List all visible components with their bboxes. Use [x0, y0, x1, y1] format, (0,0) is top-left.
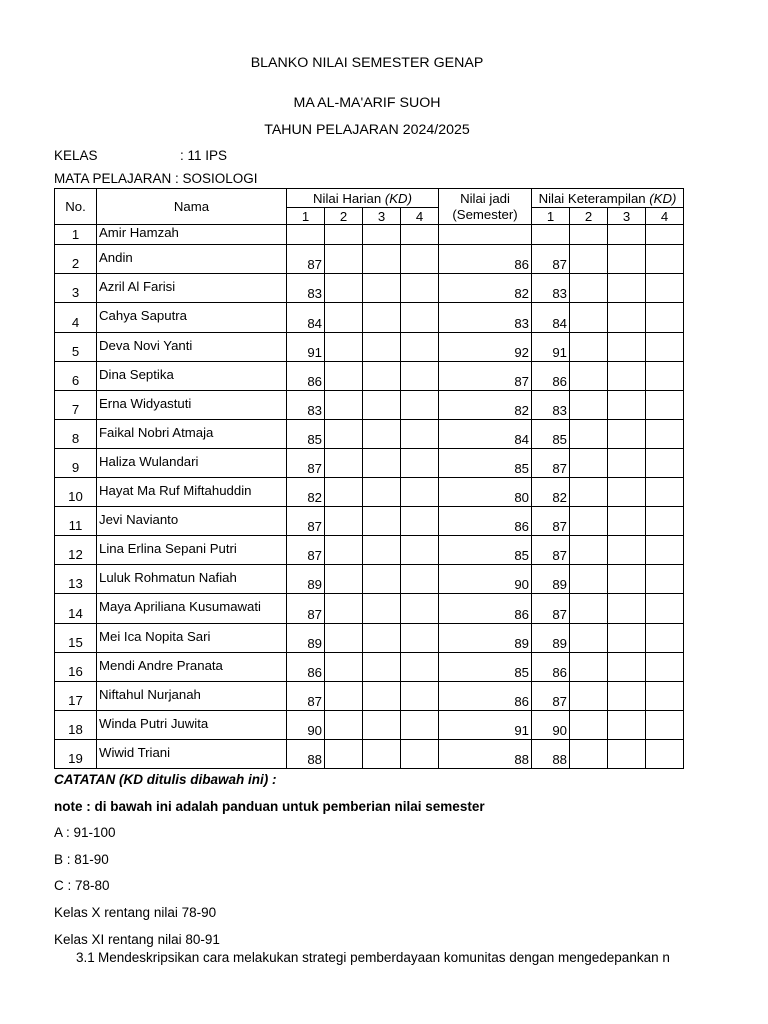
- skill-kd-1: 1: [532, 208, 570, 225]
- skill-kd-2: 2: [570, 208, 608, 225]
- daily-score-4: [401, 274, 439, 303]
- table-row: [55, 740, 684, 769]
- skill-score-3: [608, 624, 646, 653]
- skill-score-4: [646, 274, 684, 303]
- student-name: Azril Al Farisi: [97, 274, 287, 303]
- grade-a-range: A : 91-100: [54, 825, 116, 840]
- daily-score-1: 83: [287, 274, 325, 303]
- daily-score-2: [325, 536, 363, 565]
- skill-score-1: 89: [532, 565, 570, 594]
- daily-score-1: 82: [287, 478, 325, 507]
- daily-score-4: [401, 449, 439, 478]
- row-number: 1: [55, 225, 97, 245]
- row-number: 5: [55, 333, 97, 362]
- row-number: 9: [55, 449, 97, 478]
- header-daily-score: [287, 189, 439, 208]
- table-row: [55, 245, 684, 274]
- skill-score-3: [608, 740, 646, 769]
- skill-score-2: [570, 420, 608, 449]
- final-score: 82: [439, 391, 532, 420]
- daily-score-1: 87: [287, 682, 325, 711]
- table-row: [55, 420, 684, 449]
- skill-score-3: [608, 478, 646, 507]
- daily-score-3: [363, 711, 401, 740]
- row-number: 2: [55, 245, 97, 274]
- skill-score-1: 83: [532, 391, 570, 420]
- header-final-sub: (Semester): [452, 206, 518, 222]
- daily-score-1: 84: [287, 303, 325, 333]
- skill-score-4: [646, 225, 684, 245]
- skill-score-4: [646, 711, 684, 740]
- skill-score-2: [570, 303, 608, 333]
- table-row: [55, 507, 684, 536]
- daily-score-3: [363, 333, 401, 362]
- final-score: 90: [439, 565, 532, 594]
- skill-score-1: 89: [532, 624, 570, 653]
- header-name: Nama: [97, 189, 287, 225]
- daily-score-3: [363, 507, 401, 536]
- final-score: 84: [439, 420, 532, 449]
- skill-score-3: [608, 274, 646, 303]
- academic-year: TAHUN PELAJARAN 2024/2025: [264, 122, 470, 138]
- daily-score-4: [401, 333, 439, 362]
- table-row: [55, 362, 684, 391]
- daily-score-2: [325, 391, 363, 420]
- student-name: Niftahul Nurjanah: [97, 682, 287, 711]
- skill-score-2: [570, 740, 608, 769]
- daily-score-4: [401, 391, 439, 420]
- student-name: Mei Ica Nopita Sari: [97, 624, 287, 653]
- final-score: 86: [439, 245, 532, 274]
- daily-score-3: [363, 478, 401, 507]
- kd-text: Mendeskripsikan cara melakukan strategi pemberdayaan komunitas dengan mengedepankan n: [98, 950, 670, 965]
- daily-score-1: 88: [287, 740, 325, 769]
- daily-kd-1: 1: [287, 208, 325, 225]
- skill-score-2: [570, 594, 608, 624]
- table-row: [55, 274, 684, 303]
- skill-score-4: [646, 682, 684, 711]
- skill-score-1: 91: [532, 333, 570, 362]
- grades-table-body: [55, 225, 684, 769]
- table-row: [55, 711, 684, 740]
- student-name: Winda Putri Juwita: [97, 711, 287, 740]
- final-score: 88: [439, 740, 532, 769]
- grading-note: note : di bawah ini adalah panduan untuk pemberian nilai semester: [54, 799, 485, 814]
- row-number: 18: [55, 711, 97, 740]
- daily-score-3: [363, 565, 401, 594]
- student-name: Hayat Ma Ruf Miftahuddin: [97, 478, 287, 507]
- skill-score-4: [646, 565, 684, 594]
- daily-score-1: [287, 225, 325, 245]
- table-row: [55, 333, 684, 362]
- skill-score-2: [570, 449, 608, 478]
- class-label: KELAS: [54, 148, 98, 163]
- final-score: 86: [439, 594, 532, 624]
- header-daily-label: Nilai Harian: [313, 190, 382, 206]
- skill-score-2: [570, 274, 608, 303]
- header-skill-label: Nilai Keterampilan: [538, 190, 646, 206]
- row-number: 15: [55, 624, 97, 653]
- daily-score-4: [401, 362, 439, 391]
- daily-score-2: [325, 420, 363, 449]
- class-x-range: Kelas X rentang nilai 78-90: [54, 905, 217, 920]
- skill-score-4: [646, 740, 684, 769]
- skill-score-1: 84: [532, 303, 570, 333]
- table-row: [55, 536, 684, 565]
- skill-score-1: 87: [532, 245, 570, 274]
- header-daily-kd: (KD): [384, 190, 412, 206]
- daily-score-2: [325, 711, 363, 740]
- daily-score-1: 91: [287, 333, 325, 362]
- kd-number: 3.1: [76, 950, 95, 965]
- student-name: Maya Apriliana Kusumawati: [97, 594, 287, 624]
- skill-score-4: [646, 507, 684, 536]
- table-row: [55, 594, 684, 624]
- table-row: [55, 303, 684, 333]
- skill-score-1: 83: [532, 274, 570, 303]
- daily-score-1: 85: [287, 420, 325, 449]
- row-number: 10: [55, 478, 97, 507]
- grades-table: [54, 188, 684, 769]
- daily-score-3: [363, 682, 401, 711]
- skill-score-2: [570, 391, 608, 420]
- row-number: 11: [55, 507, 97, 536]
- document-title: BLANKO NILAI SEMESTER GENAP: [250, 55, 484, 71]
- skill-score-2: [570, 624, 608, 653]
- skill-score-1: 87: [532, 594, 570, 624]
- skill-score-2: [570, 507, 608, 536]
- daily-score-3: [363, 420, 401, 449]
- skill-score-3: [608, 362, 646, 391]
- daily-score-4: [401, 420, 439, 449]
- student-name: Lina Erlina Sepani Putri: [97, 536, 287, 565]
- daily-score-1: 86: [287, 653, 325, 682]
- skill-score-2: [570, 333, 608, 362]
- school-name: MA AL-MA'ARIF SUOH: [293, 95, 441, 111]
- skill-score-1: 87: [532, 507, 570, 536]
- daily-score-1: 87: [287, 245, 325, 274]
- daily-score-2: [325, 225, 363, 245]
- daily-score-4: [401, 594, 439, 624]
- daily-score-4: [401, 478, 439, 507]
- subject-info: MATA PELAJARAN : SOSIOLOGI: [54, 171, 258, 186]
- table-row: [55, 624, 684, 653]
- student-name: Dina Septika: [97, 362, 287, 391]
- row-number: 16: [55, 653, 97, 682]
- row-number: 14: [55, 594, 97, 624]
- skill-score-1: 86: [532, 362, 570, 391]
- row-number: 3: [55, 274, 97, 303]
- skill-score-1: 90: [532, 711, 570, 740]
- skill-score-3: [608, 653, 646, 682]
- final-score: 91: [439, 711, 532, 740]
- daily-score-3: [363, 740, 401, 769]
- skill-score-3: [608, 449, 646, 478]
- daily-score-2: [325, 565, 363, 594]
- daily-score-2: [325, 245, 363, 274]
- student-name: Mendi Andre Pranata: [97, 653, 287, 682]
- skill-score-4: [646, 391, 684, 420]
- header-final-label: Nilai jadi: [460, 190, 510, 206]
- daily-score-3: [363, 362, 401, 391]
- skill-score-2: [570, 362, 608, 391]
- daily-score-4: [401, 682, 439, 711]
- skill-score-3: [608, 682, 646, 711]
- final-score: 85: [439, 653, 532, 682]
- daily-score-2: [325, 362, 363, 391]
- skill-score-1: 87: [532, 536, 570, 565]
- daily-score-2: [325, 478, 363, 507]
- daily-score-3: [363, 303, 401, 333]
- skill-score-4: [646, 653, 684, 682]
- skill-score-2: [570, 653, 608, 682]
- table-row: [55, 478, 684, 507]
- daily-score-1: 86: [287, 362, 325, 391]
- daily-score-2: [325, 333, 363, 362]
- skill-score-4: [646, 333, 684, 362]
- daily-score-4: [401, 536, 439, 565]
- table-row: [55, 653, 684, 682]
- final-score: 80: [439, 478, 532, 507]
- skill-score-2: [570, 682, 608, 711]
- daily-score-4: [401, 565, 439, 594]
- daily-score-2: [325, 682, 363, 711]
- daily-score-4: [401, 740, 439, 769]
- class-info: [54, 148, 228, 163]
- table-row: [55, 565, 684, 594]
- daily-score-4: [401, 303, 439, 333]
- skill-score-3: [608, 507, 646, 536]
- final-score: 82: [439, 274, 532, 303]
- final-score: [439, 225, 532, 245]
- daily-score-3: [363, 245, 401, 274]
- skill-score-2: [570, 225, 608, 245]
- daily-score-2: [325, 274, 363, 303]
- daily-kd-3: 3: [363, 208, 401, 225]
- daily-score-1: 87: [287, 594, 325, 624]
- daily-score-1: 90: [287, 711, 325, 740]
- daily-score-4: [401, 225, 439, 245]
- final-score: 92: [439, 333, 532, 362]
- daily-score-1: 83: [287, 391, 325, 420]
- final-score: 83: [439, 303, 532, 333]
- daily-score-4: [401, 507, 439, 536]
- student-name: Luluk Rohmatun Nafiah: [97, 565, 287, 594]
- skill-kd-4: 4: [646, 208, 684, 225]
- skill-score-1: [532, 225, 570, 245]
- daily-score-3: [363, 391, 401, 420]
- daily-score-3: [363, 449, 401, 478]
- skill-score-3: [608, 391, 646, 420]
- daily-score-4: [401, 245, 439, 274]
- student-name: Deva Novi Yanti: [97, 333, 287, 362]
- student-name: Wiwid Triani: [97, 740, 287, 769]
- daily-score-2: [325, 449, 363, 478]
- daily-score-3: [363, 594, 401, 624]
- row-number: 6: [55, 362, 97, 391]
- skill-score-3: [608, 565, 646, 594]
- final-score: 86: [439, 682, 532, 711]
- row-number: 13: [55, 565, 97, 594]
- final-score: 85: [439, 536, 532, 565]
- skill-score-2: [570, 565, 608, 594]
- header-skill-score: [532, 189, 684, 208]
- student-name: Andin: [97, 245, 287, 274]
- daily-score-3: [363, 274, 401, 303]
- skill-score-4: [646, 449, 684, 478]
- skill-score-1: 82: [532, 478, 570, 507]
- student-name: Faikal Nobri Atmaja: [97, 420, 287, 449]
- final-score: 89: [439, 624, 532, 653]
- skill-score-1: 86: [532, 653, 570, 682]
- table-row: [55, 391, 684, 420]
- skill-score-3: [608, 536, 646, 565]
- final-score: 87: [439, 362, 532, 391]
- daily-score-2: [325, 507, 363, 536]
- row-number: 8: [55, 420, 97, 449]
- skill-score-3: [608, 420, 646, 449]
- skill-score-2: [570, 245, 608, 274]
- daily-score-4: [401, 711, 439, 740]
- daily-score-1: 87: [287, 449, 325, 478]
- daily-score-2: [325, 594, 363, 624]
- grade-c-range: C : 78-80: [54, 878, 110, 893]
- daily-score-1: 87: [287, 507, 325, 536]
- skill-score-4: [646, 536, 684, 565]
- daily-score-1: 89: [287, 624, 325, 653]
- daily-score-2: [325, 303, 363, 333]
- skill-score-3: [608, 303, 646, 333]
- skill-score-2: [570, 711, 608, 740]
- skill-score-3: [608, 333, 646, 362]
- class-xi-range: Kelas XI rentang nilai 80-91: [54, 932, 220, 947]
- kd-description: [76, 950, 686, 965]
- skill-score-3: [608, 225, 646, 245]
- final-score: 85: [439, 449, 532, 478]
- skill-score-4: [646, 624, 684, 653]
- class-value: : 11 IPS: [180, 148, 228, 163]
- skill-score-1: 88: [532, 740, 570, 769]
- notes-heading: CATATAN (KD ditulis dibawah ini) :: [54, 772, 277, 787]
- daily-kd-4: 4: [401, 208, 439, 225]
- daily-score-4: [401, 624, 439, 653]
- student-name: Erna Widyastuti: [97, 391, 287, 420]
- daily-score-3: [363, 624, 401, 653]
- skill-score-1: 85: [532, 420, 570, 449]
- header-final-score: [439, 189, 532, 225]
- header-no: No.: [55, 189, 97, 225]
- final-score: 86: [439, 507, 532, 536]
- daily-score-3: [363, 536, 401, 565]
- daily-score-2: [325, 740, 363, 769]
- skill-score-4: [646, 478, 684, 507]
- row-number: 17: [55, 682, 97, 711]
- daily-score-1: 87: [287, 536, 325, 565]
- row-number: 7: [55, 391, 97, 420]
- skill-score-2: [570, 536, 608, 565]
- daily-score-2: [325, 624, 363, 653]
- daily-score-2: [325, 653, 363, 682]
- student-name: Amir Hamzah: [97, 225, 287, 245]
- skill-score-1: 87: [532, 449, 570, 478]
- skill-score-3: [608, 594, 646, 624]
- skill-score-4: [646, 245, 684, 274]
- row-number: 19: [55, 740, 97, 769]
- daily-score-3: [363, 653, 401, 682]
- skill-score-4: [646, 594, 684, 624]
- row-number: 4: [55, 303, 97, 333]
- table-row: [55, 225, 684, 245]
- skill-score-4: [646, 420, 684, 449]
- skill-score-4: [646, 362, 684, 391]
- student-name: Jevi Navianto: [97, 507, 287, 536]
- skill-score-3: [608, 711, 646, 740]
- table-row: [55, 449, 684, 478]
- daily-score-1: 89: [287, 565, 325, 594]
- daily-score-3: [363, 225, 401, 245]
- student-name: Cahya Saputra: [97, 303, 287, 333]
- daily-kd-2: 2: [325, 208, 363, 225]
- skill-kd-3: 3: [608, 208, 646, 225]
- table-row: [55, 682, 684, 711]
- skill-score-4: [646, 303, 684, 333]
- header-skill-kd: (KD): [649, 190, 677, 206]
- skill-score-3: [608, 245, 646, 274]
- student-name: Haliza Wulandari: [97, 449, 287, 478]
- daily-score-4: [401, 653, 439, 682]
- grade-b-range: B : 81-90: [54, 852, 109, 867]
- skill-score-2: [570, 478, 608, 507]
- row-number: 12: [55, 536, 97, 565]
- skill-score-1: 87: [532, 682, 570, 711]
